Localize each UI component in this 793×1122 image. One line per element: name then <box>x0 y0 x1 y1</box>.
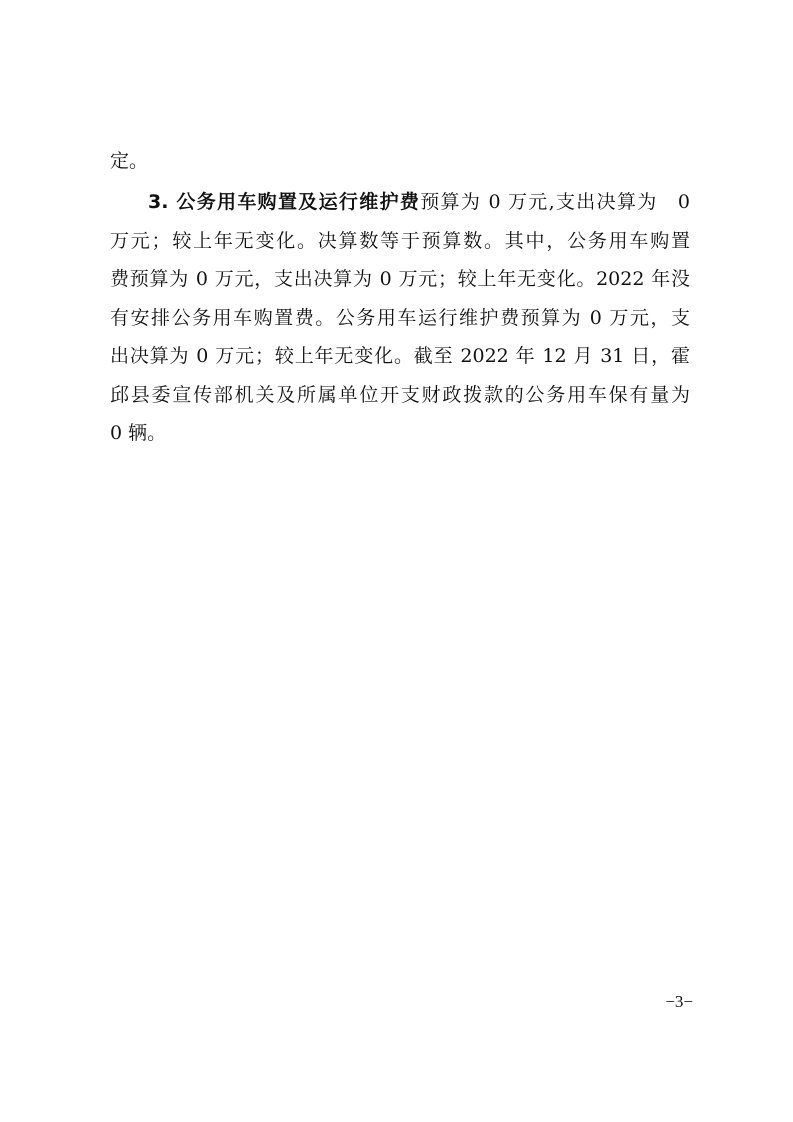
paragraph-line: 万元；较上年无变化。决算数等于预算数。其中，公务用车购置 <box>110 230 690 252</box>
page-number: −3− <box>665 992 693 1011</box>
paragraph-line: 0 辆。 <box>110 422 167 444</box>
paragraph-line-continuation: 定。 <box>110 150 149 172</box>
paragraph-line: 邱县委宣传部机关及所属单位开支财政拨款的公务用车保有量为 <box>110 384 690 406</box>
paragraph-line: 出决算为 0 万元；较上年无变化。截至 2022 年 12 月 31 日，霍 <box>110 345 690 367</box>
paragraph-text: 预算为 0 万元,支出决算为 0 <box>420 191 690 213</box>
paragraph-line-heading <box>148 189 690 215</box>
paragraph-line: 费预算为 0 万元，支出决算为 0 万元；较上年无变化。2022 年没 <box>110 268 690 290</box>
paragraph-line: 有安排公务用车购置费。公务用车运行维护费预算为 0 万元，支 <box>110 307 690 329</box>
section-heading: 3. 公务用车购置及运行维护费 <box>148 191 421 213</box>
